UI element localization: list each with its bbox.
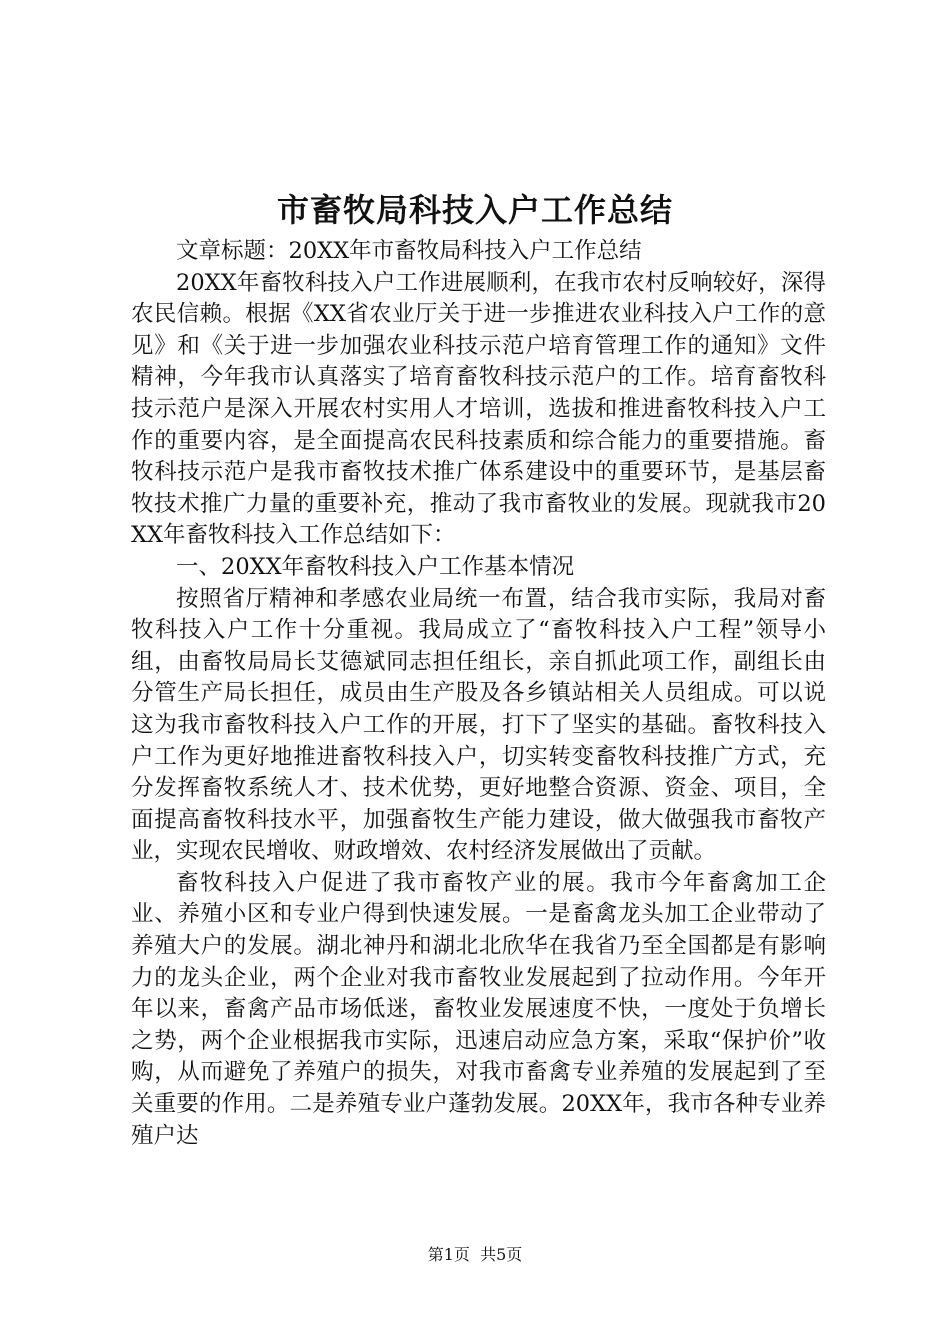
- page-total: 共5页: [480, 1245, 523, 1264]
- article-title-line: 文章标题：20XX年市畜牧局科技入户工作总结: [176, 238, 642, 264]
- section-heading: 一、20XX年畜牧科技入户工作基本情况: [176, 553, 575, 580]
- body-paragraph: 按照省厅精神和孝感农业局统一布置，结合我市实际，我局对畜牧科技入户工作十分重视。我局成立了“畜牧科技入户工程”领导小组，由畜牧局局长艾德斌同志担任组长，亲自抓此项工作，副组长由分管生产局长担任，成员由生产股及各乡镇站相关人员组成。可以说这为我市畜牧科技入户工作的开展，打下了坚实的基础。畜牧科技入户工作为更好地推进畜牧科技入户，切实转变畜牧科技推广方式，充分发挥畜牧系统人才、技术优势，更好地整合资源、资金、项目，全面提高畜牧科技水平，加强畜牧生产能力建设，做大做强我市畜牧产业，实现农民增收、财政增效、农村经济发展做出了贡献。: [131, 585, 826, 865]
- document-title: 市畜牧局科技入户工作总结: [276, 191, 673, 229]
- intro-paragraph: 20XX年畜牧科技入户工作进展顺利，在我市农村反响较好，深得农民信赖。根据《XX省农业厅关于进一步推进农业科技入户工作的意见》和《关于进一步加强农业科技示范户培育管理工作的通知》文件精神，今年我市认真落实了培育畜牧科技示范户的工作。培育畜牧科技示范户是深入开展农村实用人才培训，选拔和推进畜牧科技入户工作的重要内容，是全面提高农民科技素质和综合能力的重要措施。畜牧科技示范户是我市畜牧技术推广体系建设中的重要环节，是基层畜牧技术推广力量的重要补充，推动了我市畜牧业的发展。现就我市20XX年畜牧科技入工作总结如下：: [131, 269, 826, 549]
- document-body: [131, 236, 826, 1152]
- page-footer: [0, 1243, 950, 1267]
- body-paragraph: 畜牧科技入户促进了我市畜牧产业的展。我市今年畜禽加工企业、养殖小区和专业户得到快速发展。一是畜禽龙头加工企业带动了养殖大户的发展。湖北神丹和湖北北欣华在我省乃至全国都是有影响力的龙头企业，两个企业对我市畜牧业发展起到了拉动作用。今年开年以来，畜禽产品市场低迷，畜牧业发展速度不快，一度处于负增长之势，两个企业根据我市实际，迅速启动应急方案，采取“保护价”收购，从而避免了养殖户的损失，对我市畜禽专业养殖的发展起到了至关重要的作用。二是养殖专业户蓬勃发展。20XX年，我市各种专业养殖户达: [131, 869, 826, 1149]
- page-number: 第1页: [427, 1245, 470, 1264]
